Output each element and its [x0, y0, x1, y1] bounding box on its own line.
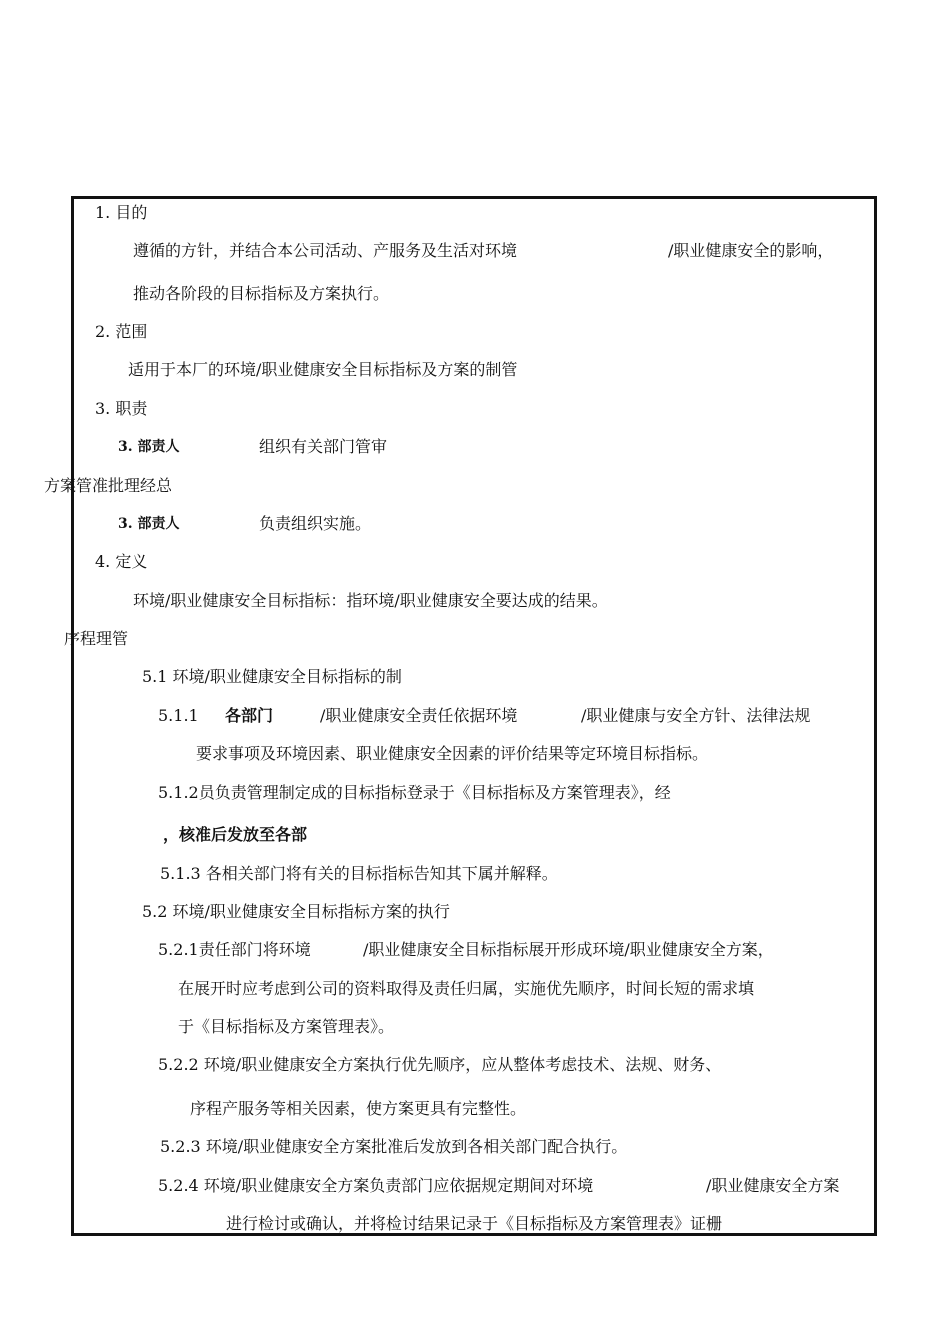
responsibility-item-text: 负责组织实施。	[259, 514, 372, 533]
clause-text: 5.2.4 环境/职业健康安全方案负责部门应依据规定期间对环境	[158, 1176, 594, 1195]
paragraph-line: 推动各阶段的目标指标及方案执行。	[133, 284, 390, 303]
paragraph-line: 遵循的方针，并结合本公司活动、产服务及生活对环境	[133, 241, 518, 260]
clause-text: 于《目标指标及方案管理表》。	[178, 1017, 395, 1036]
subheading: 5.2 环境/职业健康安全目标指标方案的执行	[142, 902, 450, 921]
clause-text: 5.2.1责任部门将环境	[158, 940, 311, 959]
paragraph-line: /职业健康安全的影响，	[668, 241, 834, 260]
clause-text: 进行检讨或确认，并将检讨结果记录于《目标指标及方案管理表》证栅	[226, 1214, 723, 1233]
clause-text: 5.1.3 各相关部门将有关的目标指标告知其下属并解释。	[160, 864, 558, 883]
overflow-line: 方案管准批理经总	[44, 476, 173, 495]
responsibility-item-text: 组织有关部门管审	[259, 437, 388, 456]
clause-text: 5.1.2员负责管理制定成的目标指标登录于《目标指标及方案管理表》，经	[158, 783, 671, 802]
heading-procedure: 序程理管	[64, 629, 129, 648]
responsibility-item-label: 3. 部责人	[118, 516, 180, 532]
clause-text: /职业健康与安全方针、法律法规	[581, 706, 811, 725]
clause-text: /职业健康安全目标指标展开形成环境/职业健康安全方案，	[363, 940, 774, 959]
clause-text: /职业健康安全方案	[706, 1176, 840, 1195]
clause-text: ，核准后发放至各部	[163, 825, 308, 844]
clause-text: 5.2.3 环境/职业健康安全方案批准后发放到各相关部门配合执行。	[160, 1137, 628, 1156]
responsibility-item-label: 3. 部责人	[118, 439, 180, 455]
heading-scope: 2. 范围	[95, 322, 148, 341]
clause-number: 5.1.1	[158, 706, 199, 725]
heading-responsibility: 3. 职责	[95, 399, 148, 418]
clause-text: 在展开时应考虑到公司的资料取得及责任归属，实施优先顺序，时间长短的需求填	[178, 979, 755, 998]
paragraph-line: 环境/职业健康安全目标指标：指环境/职业健康安全要达成的结果。	[133, 591, 608, 610]
clause-text: 序程产服务等相关因素，使方案更具有完整性。	[190, 1099, 527, 1118]
subheading: 5.1 环境/职业健康安全目标指标的制	[142, 667, 402, 686]
clause-text: 要求事项及环境因素、职业健康安全因素的评价结果等定环境目标指标。	[196, 744, 709, 763]
clause-text: 5.2.2 环境/职业健康安全方案执行优先顺序，应从整体考虑技术、法规、财务、	[158, 1055, 722, 1074]
clause-text: /职业健康安全责任依据环境	[320, 706, 518, 725]
heading-definition: 4. 定义	[95, 552, 148, 571]
heading-purpose: 1. 目的	[95, 203, 148, 222]
clause-text: 各部门	[225, 706, 274, 725]
paragraph-line: 适用于本厂的环境/职业健康安全目标指标及方案的制管	[128, 360, 518, 379]
